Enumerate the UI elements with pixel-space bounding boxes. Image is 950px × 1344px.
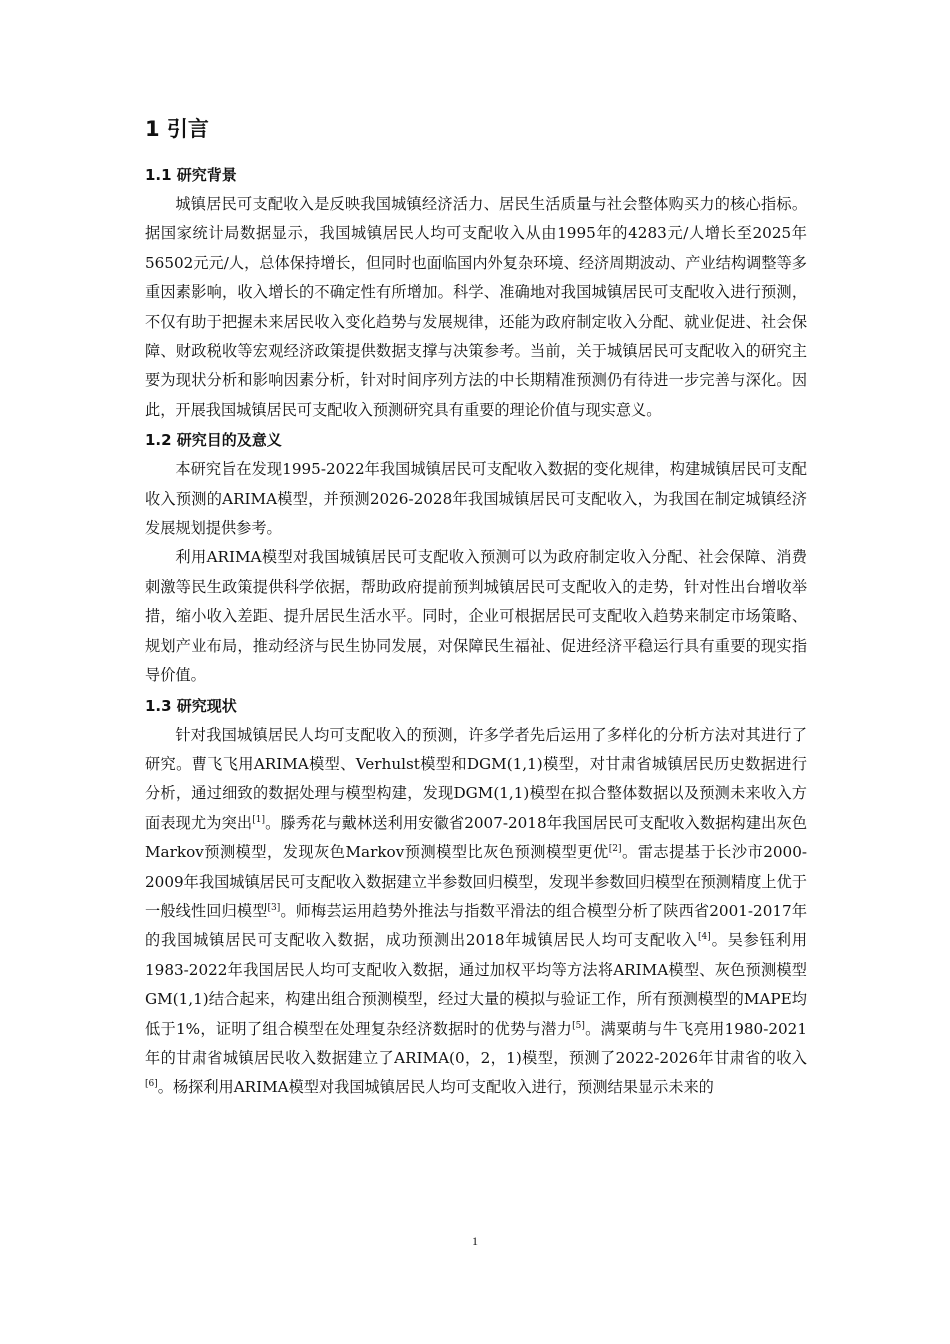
paragraph-purpose-2: 利用ARIMA模型对我国城镇居民可支配收入预测可以为政府制定收入分配、社会保障、消费刺激等民生政策提供科学依据，帮助政府提前预判城镇居民可支配收入的走势，针对性出台增收举措，缩小收入差距、提升居民生活水平。同时，企业可根据居民可支配收入趋势来制定市场策略、规划产业布局，推动经济与民生协同发展，对保障民生福祉、促进经济平稳运行具有重要的现实指导价值。 [145, 548, 807, 685]
status-text-1: 针对我国城镇居民人均可支配收入的预测，许多学者先后运用了多样化的分析方法对其进行了研究。曹飞飞用ARIMA模型、Verhulst模型和DGM(1,1)模型，对甘肃省城镇居民历史数据进行分析，通过细致的数据处理与模型构建，发现DGM(1,1)模型在拟合整体数据以及预测未来收入方面表现尤为突出 [145, 725, 807, 832]
status-text-4: 。师梅芸运用趋势外推法与指数平滑法的组合模型分析了陕西省2001-2017年的我国城镇居民可支配收入数据，成功预测出2018年城镇居民人均可支配收入 [145, 901, 808, 950]
page-content [145, 112, 807, 1103]
citation-5: [5] [572, 1020, 585, 1031]
status-text-6: 。满粟萌与牛飞亮用1980-2021年的甘肃省城镇居民收入数据建立了ARIMA(0，2，1)模型，预测了2022-2026年甘肃省的收入 [145, 1019, 807, 1067]
citation-1: [1] [252, 814, 265, 825]
page-number: 1 [472, 1234, 478, 1248]
citation-6: [6] [145, 1079, 158, 1090]
chapter-title: 1 引言 [145, 117, 209, 141]
status-text-3: 。雷志提基于长沙市2000-2009年我国城镇居民可支配收入数据建立半参数回归模型，发现半参数回归模型在预测精度上优于一般线性回归模型 [145, 843, 807, 920]
citation-2: [2] [608, 844, 622, 855]
section-heading-background: 1.1 研究背景 [145, 166, 237, 184]
status-text-7: 。杨探利用ARIMA模型对我国城镇居民人均可支配收入进行，预测结果显示未来的 [157, 1078, 714, 1097]
citation-3: [3] [267, 902, 281, 913]
status-text-2: 。滕秀花与戴林送利用安徽省2007-2018年我国居民可支配收入数据构建出灰色Markov预测模型，发现灰色Markov预测模型比灰色预测模型更优 [145, 813, 808, 862]
status-text-5: 。吴参钰利用1983-2022年我国居民人均可支配收入数据，通过加权平均等方法将ARIMA模型、灰色预测模型GM(1,1)结合起来，构建出组合预测模型，经过大量的模拟与验证工作，所有预测模型的MAPE均低于1%，证明了组合模型在处理复杂经济数据时的优势与潜力 [145, 931, 808, 1038]
paragraph-background: 城镇居民可支配收入是反映我国城镇经济活力、居民生活质量与社会整体购买力的核心指标。据国家统计局数据显示，我国城镇居民人均可支配收入从由1995年的4283元/人增长至2025年56502元元/人，总体保持增长，但同时也面临国内外复杂环境、经济周期波动、产业结构调整等多重因素影响，收入增长的不确定性有所增加。科学、准确地对我国城镇居民可支配收入进行预测，不仅有助于把握未来居民收入变化趋势与发展规律，还能为政府制定收入分配、就业促进、社会保障、财政税收等宏观经济政策提供数据支撑与决策参考。当前，关于城镇居民可支配收入的研究主要为现状分析和影响因素分析，针对时间序列方法的中长期精准预测仍有待进一步完善与深化。因此，开展我国城镇居民可支配收入预测研究具有重要的理论价值与现实意义。 [145, 195, 807, 419]
section-heading-status: 1.3 研究现状 [145, 696, 237, 715]
citation-4: [4] [697, 932, 711, 943]
section-heading-purpose: 1.2 研究目的及意义 [145, 431, 282, 450]
paragraph-status [145, 721, 807, 1103]
paragraph-purpose-1: 本研究旨在发现1995-2022年我国城镇居民可支配收入数据的变化规律，构建城镇居民可支配收入预测的ARIMA模型，并预测2026-2028年我国城镇居民可支配收入，为我国在制定城镇经济发展规划提供参考。 [145, 460, 807, 538]
